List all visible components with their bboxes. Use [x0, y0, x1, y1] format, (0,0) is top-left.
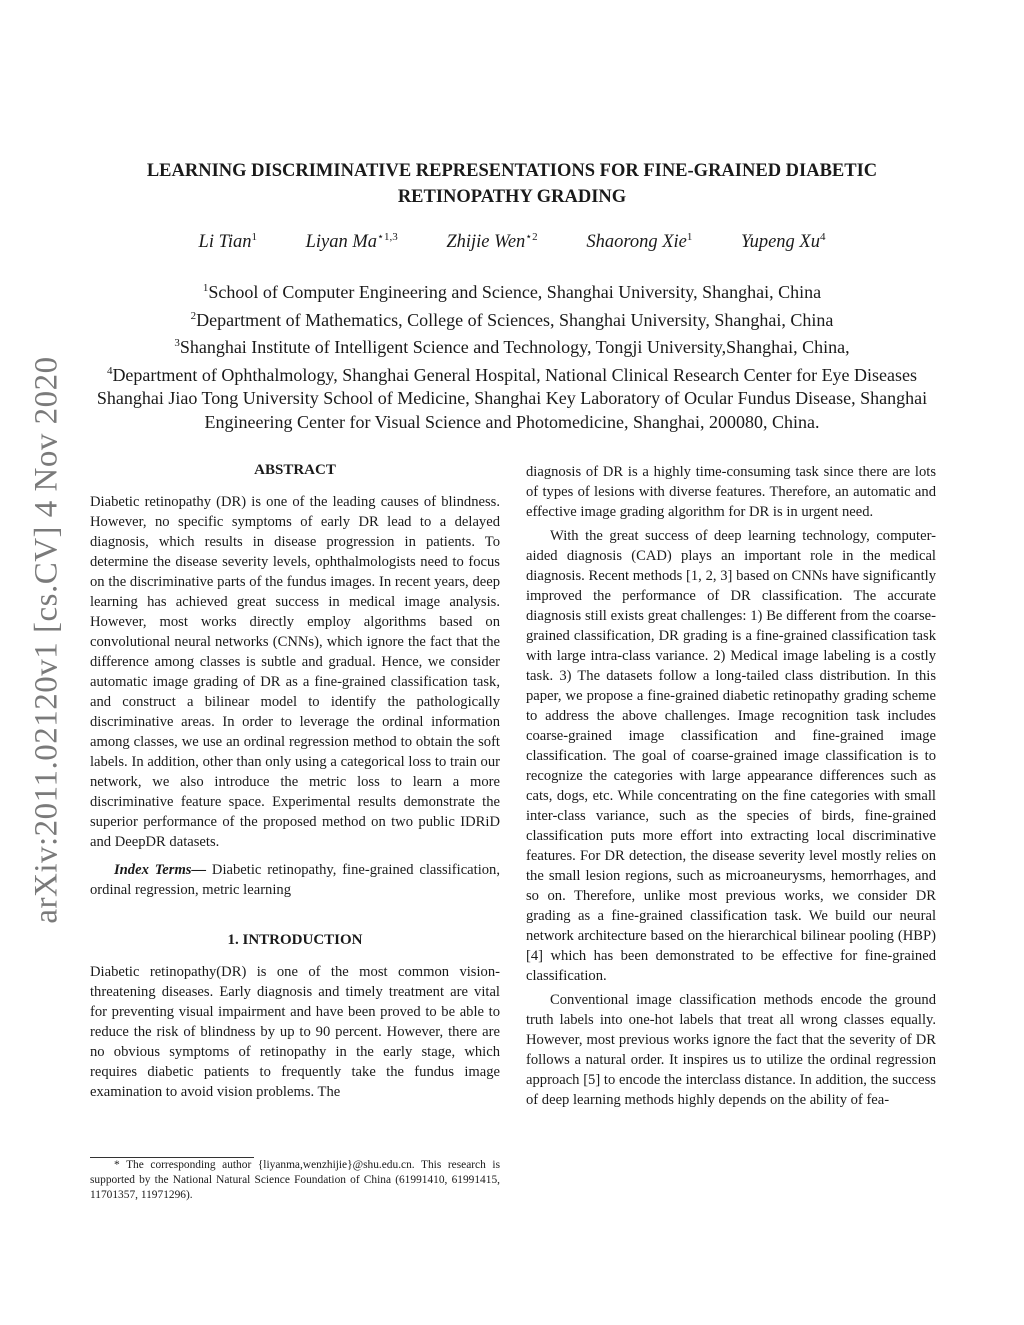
- index-terms-label: Index Terms—: [114, 862, 207, 878]
- left-column: [90, 460, 500, 1102]
- affiliation-2: $^2$Department of Mathematics, College of Sciences, Shanghai University, Shanghai, China: [190, 309, 834, 330]
- author-5: Yupeng Xu$^4$: [740, 231, 826, 252]
- arxiv-watermark: arXiv:2011.02120v1 [cs.CV] 4 Nov 2020: [28, 356, 65, 924]
- index-terms: Index Terms— Diabetic retinopathy, fine-grained classification, ordinal regression, metric learning: [90, 862, 500, 898]
- right-paragraph-1: diagnosis of DR is a highly time-consuming task since there are lots of types of lesions with diverse features. Therefore, an automatic and effective image grading algorithm for DR is in urgent need.: [526, 464, 936, 520]
- right-column: [526, 462, 936, 1110]
- author-4: Shaorong Xie$^1$: [586, 231, 693, 252]
- introduction-heading: 1. INTRODUCTION: [227, 932, 363, 948]
- right-paragraph-3: Conventional image classification methods encode the ground truth labels into one-hot labels that treat all wrong classes equally. However, most previous works ignore the fact that the severity of DR follows a natural order. It inspires us to utilize the ordinal regression approach [5] to encode the interclass distance. In addition, the success of deep learning methods highly depends on the ability of fea-: [526, 992, 936, 1108]
- affiliation-3: $^3$Shanghai Institute of Intelligent Science and Technology, Tongji University,Shanghai, China,: [174, 337, 850, 358]
- abstract-heading: ABSTRACT: [254, 462, 336, 478]
- affiliation-1: $^1$School of Computer Engineering and Science, Shanghai University, Shanghai, China: [202, 282, 822, 302]
- right-paragraph-2: With the great success of deep learning technology, computer-aided diagnosis (CAD) plays an important role in the medical diagnosis. Recent methods [1, 2, 3] based on CNNs have significantly improved the performance of DR classification. The accurate diagnosis still exists great challenges: 1) Be different from the coarse-grained classification, DR grading is a fine-grained classification task with large intra-class variance. 2) Medical image labeling is a costly task. 3) The datasets follow a long-tailed class distribution. In this paper, we propose a fine-grained diabetic retinopathy grading scheme to address the above challenges. Image recognition task includes coarse-grained image classification and fine-grained image classification. The goal of coarse-grained image classification is to recognize the categories with large appearance differences such as cats, dogs, etc. While concentrating on the fine categories with small inter-class variance, such as the species of birds, fine-grained classification puts more effort into extracting local discriminative features. For DR detection, the disease severity level mostly relies on the small lesion regions, such as microaneurysms, hemorrhages, and so on. Therefore, unlike most previous works, we consider DR grading as a fine-grained classification task. We build our neural network architecture based on the hierarchical bilinear pooling (HBP) [4] which has been demonstrated to be effective for fine-grained classification.: [526, 528, 936, 984]
- introduction-paragraph-1: Diabetic retinopathy(DR) is one of the most common vision-threatening diseases. Early diagnosis and timely treatment are vital for preventing visual impairment and have been proved to be able to reduce the risk of blindness by up to 90 percent. However, there are no obvious symptoms of retinopathy in the early stage, which requires diabetic patients to frequently take the fundus image examination to avoid vision problems. The: [90, 964, 500, 1100]
- author-1: Li Tian$^1$: [198, 231, 257, 252]
- footnote: * The corresponding author {liyanma,wenzhijie}@shu.edu.cn. This research is supported by the National Natural Science Foundation of China (61991410, 61991415, 11701357, 11971296).: [90, 1159, 500, 1201]
- author-2: Liyan $Ma^{⋆1,3}$: [305, 231, 398, 252]
- paper-title: LEARNING DISCRIMINATIVE REPRESENTATIONS FOR FINE-GRAINED DIABETIC RETINOPATHY GRADING: [146, 161, 878, 207]
- abstract-body: Diabetic retinopathy (DR) is one of the leading causes of blindness. However, no specific symptoms of early DR lead to a delayed diagnosis, which results in disease progression in patients. To determine the disease severity levels, ophthalmologists need to focus on the discriminative parts of the fundus images. In recent years, deep learning has achieved great success in medical image analysis. However, most works directly employ algorithms based on convolutional neural networks (CNNs), which ignore the fact that the difference among classes is subtle and gradual. Hence, we consider automatic image grading of DR as a fine-grained classification task, and construct a bilinear model to identify the pathologically discriminative areas. In order to leverage the ordinal information among classes, we use an ordinal regression method to obtain the soft labels. In addition, other than only using a categorical loss to train our network, we also introduce the metric loss to learn a more discriminative feature space. Experimental results demonstrate the superior performance of the proposed method on two public IDRiD and DeepDR datasets.: [90, 494, 500, 850]
- author-3: Zhijie Wen$^{⋆2}$: [446, 231, 538, 252]
- affiliations: [80, 277, 944, 435]
- affiliation-4: $^4$Department of Ophthalmology, Shanghai General Hospital, National Clinical Research Center for Eye Diseases Shanghai Jiao Tong University School of Medicine, Shanghai Key Laboratory of Ocular Fundus Disease, Shanghai Engineering Center for Visual Science and Photomedicine, Shanghai, 200080, China.: [96, 364, 928, 432]
- author-list: [100, 230, 924, 253]
